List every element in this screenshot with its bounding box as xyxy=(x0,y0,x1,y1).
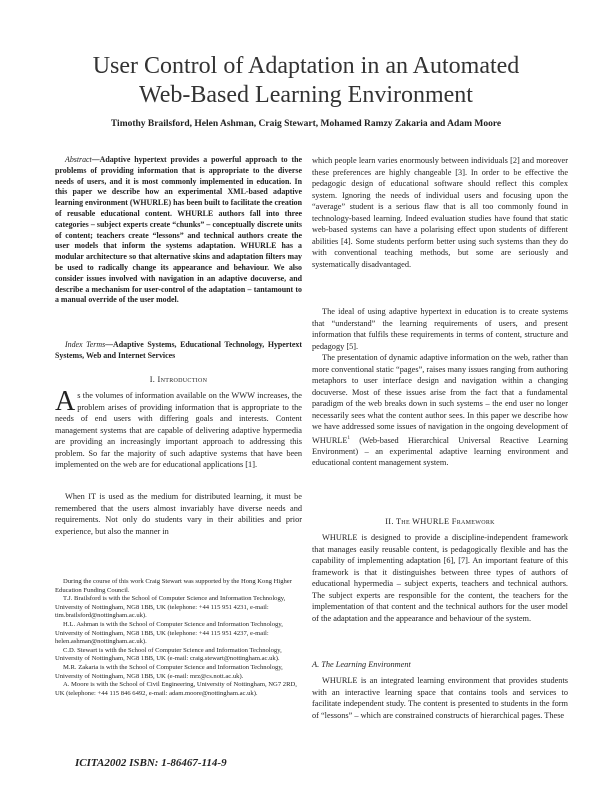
right-paragraph-3 xyxy=(312,352,568,469)
index-terms xyxy=(55,340,302,362)
section-1-heading: I. Introduction xyxy=(149,375,208,384)
footnotes xyxy=(55,578,302,698)
author-list: Timothy Brailsford, Helen Ashman, Craig Stewart, Mohamed Ramzy Zakaria and Adam Moore xyxy=(110,119,502,129)
whurle-paragraph-1: WHURLE is designed to provide a discipline-independent framework that manages easily reusable content, is pedagogically flexible and has the capability of implementing adaptation [6], [7]. An important feature of this framework is that it distinguishes between three types of authors of educational hypermedia – subject experts, teachers and technical authors. The subject experts are responsible for the content, the teachers for the implementation of that content and the technical authors for the user model of the adaptation and the appearance and behaviour of the system. xyxy=(312,533,568,623)
abstract-text: —Adaptive hypertext provides a powerful approach to the problems of providing information that is appropriate to the diverse needs of users, and it is most commonly implemented in education. In this paper we describe how an experimental XML-based adaptive learning environment (WHURLE) has been built to facilitate the creation of reusable educational content. WHURLE authors fall into three categories – subject experts create “chunks” – conceptually discrete units of content; teachers create “lessons” and technical authors create the user models that inform the systems adaptation. WHURLE has a modular architecture so that alternative skins and adaptation filters may be used to radically change its appearance and behaviour. We also consider issues involved with navigation in an adaptive docuverse, and describe a mechanism for user-control of the adaptation – tantamount to a manual override of the user model. xyxy=(55,155,302,305)
footnote: T.J. Brailsford is with the School of Computer Science and Information Technology, University of Nottingham, NG8 1BB, UK (telephone: +44 115 951 4231, e-mail: tim.brailsford@nottingham.ac.uk). xyxy=(55,595,286,620)
footnote: C.D. Stewart is with the School of Computer Science and Information Technology, University of Nottingham, NG8 1BB, UK (e-mail: craig.stewart@nottingham.ac.uk). xyxy=(55,646,282,663)
footnote: During the course of this work Craig Stewart was supported by the Hong Kong Higher Education Funding Council. xyxy=(55,578,292,594)
right-paragraph-3-text: The presentation of dynamic adaptive information on the web, rather than more conventional static “pages”, raises many issues ranging from authoring metaphors to user interface design and navigation within a changing docuverse. Most of these issues arise from the fact that a fundamental paradigm of the web breaks down in such systems – the end user no longer necessarily sees what the content author sees. In this paper we describe how we have addressed some issues of navigation in the ongoing development of WHURLE xyxy=(312,353,568,445)
footnote: M.R. Zakaria is with the School of Computer Science and Information Technology, University of Nottingham, NG8 1BB, UK (e-mail: mrz@cs.nott.ac.uk). xyxy=(55,663,283,680)
abstract xyxy=(55,155,302,306)
intro-paragraph-2: When IT is used as the medium for distributed learning, it must be remembered that the users almost invariably have diverse needs and requirements. Not only do students vary in their abilities and prior experience, but also the manner in xyxy=(55,492,302,536)
footnote: H.L. Ashman is with the School of Computer Science and Information Technology, University of Nottingham, NG8 1BB, UK (telephone: +44 115 951 4237, e-mail: helen.ashman@nottingham.ac.uk). xyxy=(55,620,283,646)
title-line-2: Web-Based Learning Environment xyxy=(139,82,473,108)
whurle-paragraph-2: WHURLE is an integrated learning environment that provides students with an interactive learning space that contains tools and services to facilitate independent study. The content is presented to students in the form of “lessons” – which are constrained constructs of hierarchical pages. These xyxy=(312,676,568,720)
index-terms-label: Index Terms xyxy=(65,340,106,349)
right-paragraph-2: The ideal of using adaptive hypertext in education is to create systems that “understand” the learning requirements of users, and present information that fulfils these requirements in terms of content, structure and pedagogy [5]. xyxy=(312,307,568,351)
subsection-a-heading: A. The Learning Environment xyxy=(312,660,411,669)
right-paragraph-1: which people learn varies enormously between individuals [2] and moreover these preferences are highly changeable [3]. In order to be effective the pedagogic design of educational software should reflect this complex system. Ignoring the needs of individual users and focusing upon the “average” student is a serious flaw that is all too commonly found in technology-based learning. Indeed evaluation studies have found that static web-based systems can have a polarising effect upon students of different abilities [4]. Some students perform better using such systems than they do with conventional teaching methods, but some are seriously and systematically disadvantaged. xyxy=(312,156,568,269)
index-terms-text: —Adaptive Systems, Educational Technology, Hypertext Systems, Web and Internet Services xyxy=(55,340,302,360)
section-2-heading: II. The WHURLE Framework xyxy=(385,517,495,526)
isbn-footer: ICITA2002 ISBN: 1-86467-114-9 xyxy=(75,757,227,769)
title-line-1: User Control of Adaptation in an Automated xyxy=(92,53,520,79)
abstract-label: Abstract xyxy=(65,155,92,164)
intro-paragraph-1 xyxy=(55,386,302,471)
footnote-marker: 1 xyxy=(347,435,350,441)
intro-paragraph-1-text: s the volumes of information available on the WWW increases, the problem arises of providing information that is appropriate to the needs of end users with differing goals and interests. Content management systems that are capable of delivering adaptive hypermedia are providing an increasingly important approach to addressing this problem. So far the majority of such adaptive systems that have been implemented on the web are for educational applications [1]. xyxy=(55,391,302,469)
page-title xyxy=(40,52,572,110)
footnote: A. Moore is with the School of Civil Engineering, University of Nottingham, NG7 2RD, UK (telephone: +44 115 846 6492, e-mail: adam.moore@nottingham.ac.uk). xyxy=(55,681,297,697)
drop-cap: A xyxy=(55,386,76,417)
right-paragraph-3-tail: (Web-based Hierarchical Universal Reactive Learning Environment) – an experimental adaptive learning environment and educational content management system. xyxy=(312,435,568,468)
